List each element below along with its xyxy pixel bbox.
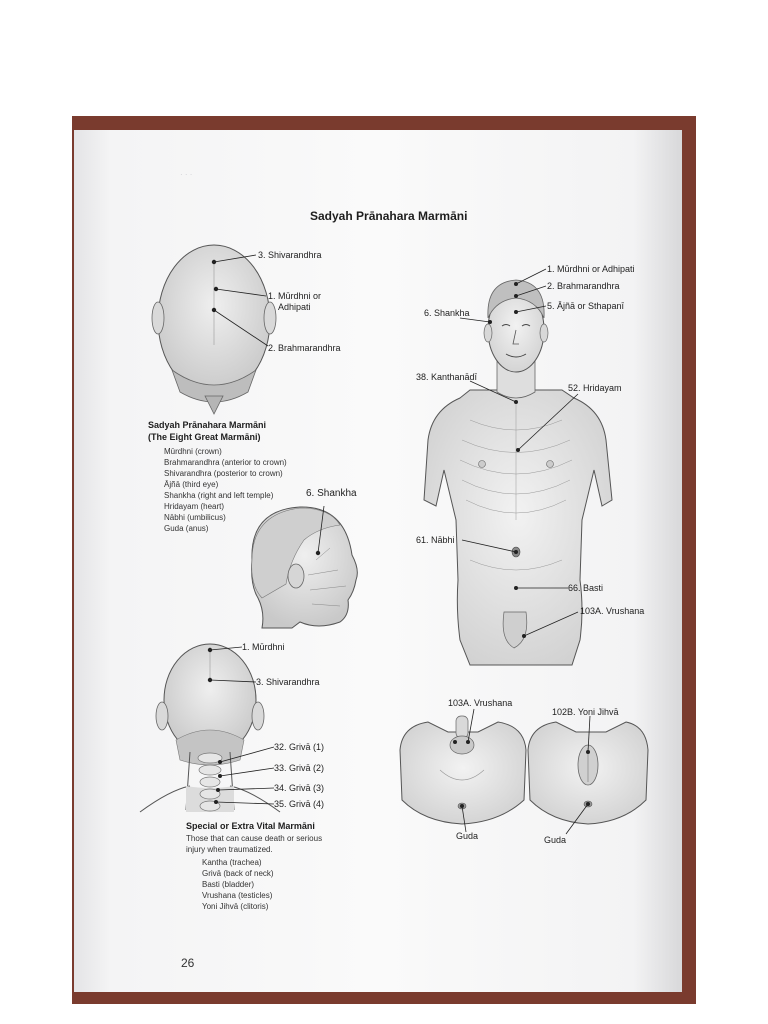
label-murdhni-back: 1. Mūrdhni (242, 642, 285, 652)
label-guda-male: Guda (456, 831, 479, 841)
label-murdhni-top-line2: Adhipati (278, 302, 311, 312)
great-marmani-item: Nābhi (umbilicus) (164, 513, 226, 522)
label-shankha-side: 6. Shankha (306, 488, 357, 499)
great-marmani-title: Sadyah Prānahara Marmāni (148, 420, 267, 430)
label-murdhni-front: 1. Mūrdhni or Adhipati (547, 264, 635, 274)
vital-marmani-item: Kantha (trachea) (202, 858, 262, 867)
label-kanthanadi: 38. Kanthanādī (416, 372, 478, 382)
great-marmani-item: Hridayam (heart) (164, 502, 225, 511)
label-ajna-front: 5. Ājñā or Sthapanī (547, 301, 625, 311)
label-murdhni-top-line1: 1. Mūrdhni or (268, 291, 322, 301)
label-shankha-front: 6. Shankha (424, 308, 470, 318)
side-head-illustration (252, 506, 358, 628)
label-vrushana-front: 103A. Vrushana (580, 606, 645, 616)
back-head-illustration (140, 644, 280, 812)
label-griva-3: 34. Grivā (3) (274, 783, 325, 793)
vital-marmani-item: Basti (bladder) (202, 880, 255, 889)
label-vrushana-pelvis: 103A. Vrushana (448, 698, 513, 708)
vital-marmani-item: Grivā (back of neck) (202, 869, 274, 878)
label-griva-1: 32. Grivā (1) (274, 742, 325, 752)
great-marmani-item: Shivarandhra (posterior to crown) (164, 469, 283, 478)
great-marmani-item: Shankha (right and left temple) (164, 491, 274, 500)
vital-marmani-desc: injury when traumatized. (186, 845, 273, 854)
vital-marmani-item: Yoni Jihvā (clitoris) (202, 902, 269, 911)
label-shivarandhra-back: 3. Shivarandhra (256, 677, 320, 687)
label-shivarandhra-top: 3. Shivarandhra (258, 250, 322, 260)
label-guda-female: Guda (544, 835, 567, 845)
page-title: Sadyah Prānahara Marmāni (310, 209, 468, 223)
label-griva-4: 35. Grivā (4) (274, 799, 325, 809)
vital-marmani-item: Vrushana (testicles) (202, 891, 273, 900)
great-marmani-item: Mūrdhni (crown) (164, 447, 222, 456)
vital-marmani-title: Special or Extra Vital Marmāni (186, 821, 315, 831)
great-marmani-subtitle: (The Eight Great Marmāni) (148, 432, 261, 442)
bleed-through-text: · · · (180, 170, 193, 179)
great-marmani-item: Ājñā (third eye) (164, 480, 219, 489)
label-nabhi: 61. Nābhi (416, 535, 455, 545)
vital-marmani-desc: Those that can cause death or serious (186, 834, 323, 843)
great-marmani-item: Brahmarandhra (anterior to crown) (164, 458, 287, 467)
label-griva-2: 33. Grivā (2) (274, 763, 325, 773)
label-basti: 66. Basti (568, 583, 604, 593)
label-brahmarandhra-top: 2. Brahmarandhra (268, 343, 341, 353)
female-pelvis-illustration (528, 716, 648, 834)
label-brahmarandhra-front: 2. Brahmarandhra (547, 281, 620, 291)
head-top-view-illustration (152, 245, 276, 414)
male-pelvis-illustration (400, 709, 526, 832)
label-hridayam: 52. Hridayam (568, 383, 622, 393)
label-yoni-jihva: 102B. Yoni Jihvā (552, 707, 619, 717)
page-number: 26 (181, 956, 195, 970)
great-marmani-item: Guda (anus) (164, 524, 209, 533)
